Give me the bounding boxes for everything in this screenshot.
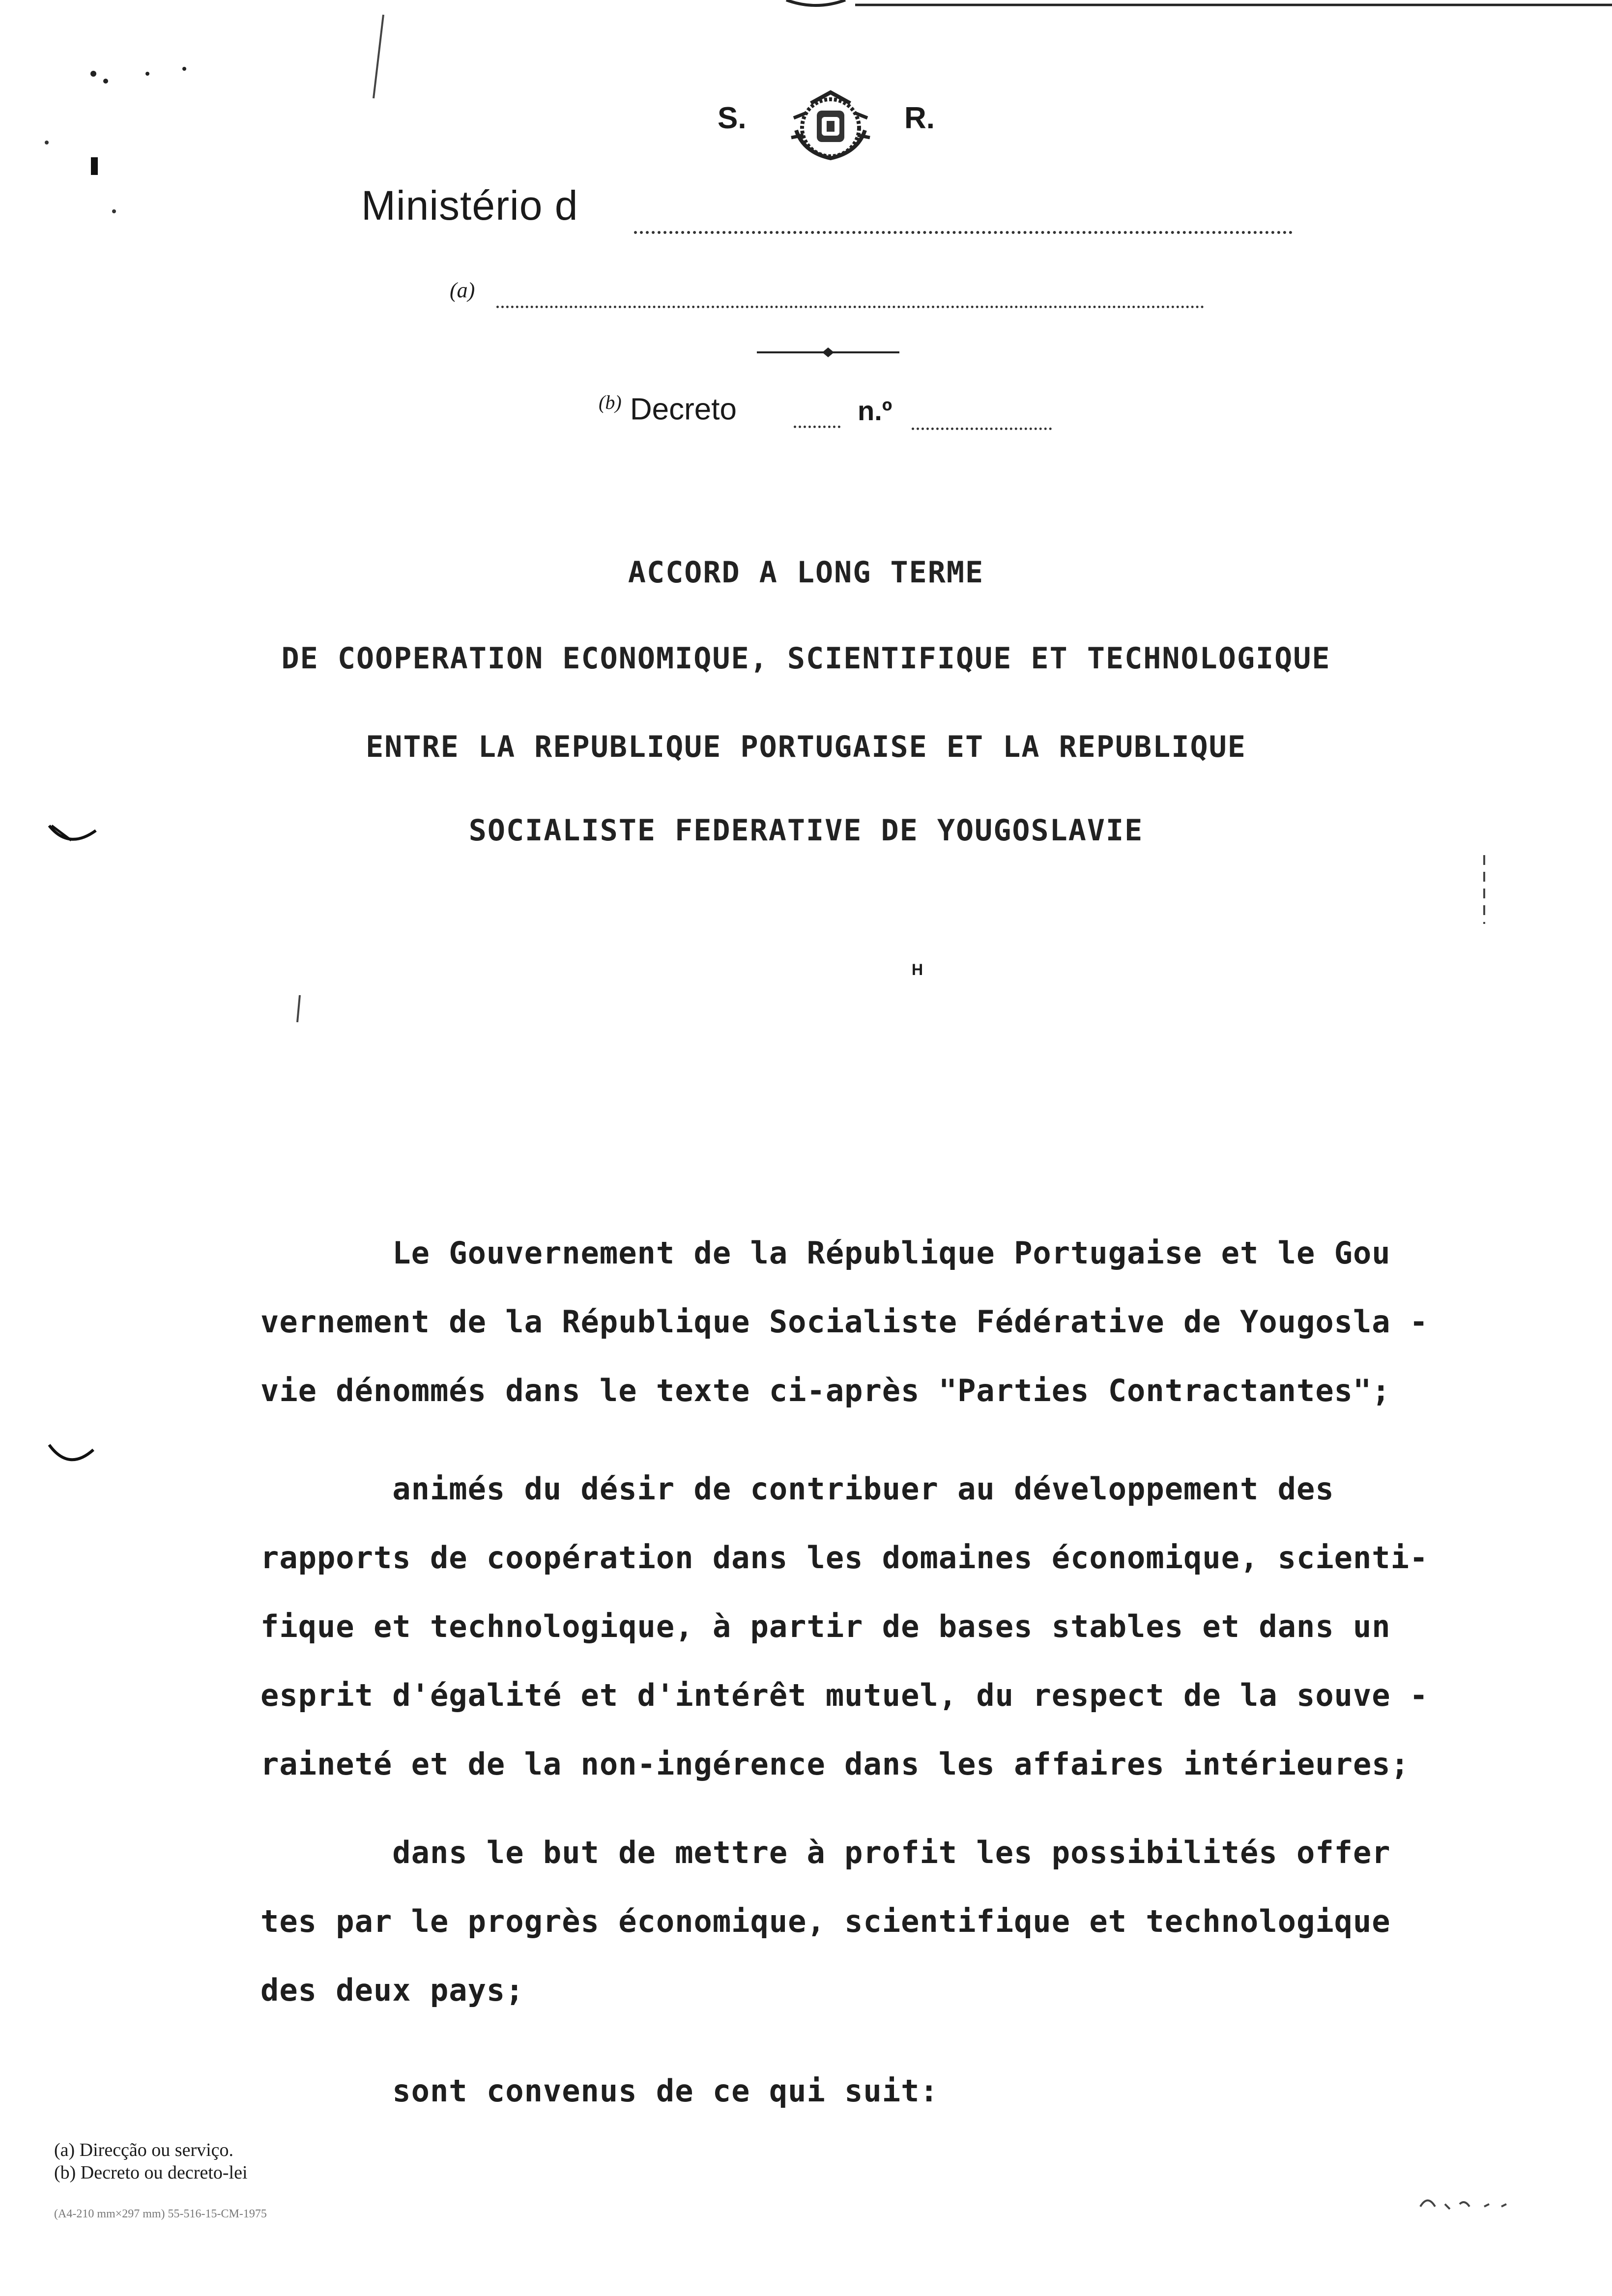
footnote-a: (a) Direcção ou serviço. — [54, 2140, 234, 2160]
divider-ornament — [757, 346, 899, 358]
paragraph-desire — [260, 1455, 1538, 1799]
initials-signature — [1415, 2189, 1514, 2214]
letterhead — [0, 0, 1612, 467]
title-line-3: ENTRE LA REPUBLIQUE PORTUGAISE ET LA REPUBLIQUE — [366, 730, 1246, 764]
footnotes — [54, 2139, 248, 2184]
separator-mark: H — [912, 961, 923, 978]
text-line: vie dénommés dans le texte ci-après "Parties Contractantes"; — [260, 1373, 1391, 1408]
text-line: sont convenus de ce qui suit: — [260, 2073, 939, 2109]
decree-number-fill-line — [912, 428, 1052, 430]
paragraph-purpose — [260, 1818, 1538, 2025]
decree-label: Decreto — [630, 392, 737, 427]
sr-right-label: R. — [904, 101, 935, 135]
ministry-fill-line — [634, 231, 1293, 234]
text-line: esprit d'égalité et d'intérêt mutuel, du respect de la souve - — [260, 1677, 1429, 1713]
decree-marker: (b) — [599, 391, 622, 413]
direction-marker: (a) — [450, 278, 475, 302]
text-line: raineté et de la non-ingérence dans les affaires intérieures; — [260, 1746, 1410, 1782]
sr-left-label: S. — [718, 101, 747, 135]
text-line: Le Gouvernement de la République Portugaise et le Gou — [260, 1235, 1391, 1271]
text-line: rapports de coopération dans les domaines économique, scienti- — [260, 1540, 1429, 1576]
text-line: des deux pays; — [260, 1972, 524, 2008]
paragraph-agreed — [260, 2057, 1538, 2125]
text-line: vernement de la République Socialiste Fédérative de Yougosla - — [260, 1304, 1429, 1340]
print-info: (A4-210 mm×297 mm) 55-516-15-CM-1975 — [54, 2208, 267, 2220]
title-line-2: DE COOPERATION ECONOMIQUE, SCIENTIFIQUE ET TECHNOLOGIQUE — [281, 641, 1331, 676]
coat-of-arms-icon — [781, 84, 880, 167]
text-line: fique et technologique, à partir de bases stables et dans un — [260, 1608, 1391, 1644]
decree-line — [599, 391, 737, 427]
direction-fill-line — [496, 306, 1204, 308]
text-line: dans le but de mettre à profit les possibilités offer — [260, 1835, 1391, 1870]
decree-number-label: n.º — [858, 395, 892, 426]
paragraph-preamble-parties — [260, 1219, 1538, 1425]
ministry-label: Ministério d — [361, 182, 578, 229]
title-line-1: ACCORD A LONG TERME — [628, 555, 984, 590]
text-line: tes par le progrès économique, scientifique et technologique — [260, 1903, 1391, 1939]
decree-type-fill-line — [794, 426, 840, 428]
text-line: animés du désir de contribuer au développement des — [260, 1471, 1334, 1507]
footnote-b: (b) Decreto ou decreto-lei — [54, 2162, 248, 2183]
title-line-4: SOCIALISTE FEDERATIVE DE YOUGOSLAVIE — [468, 813, 1144, 848]
